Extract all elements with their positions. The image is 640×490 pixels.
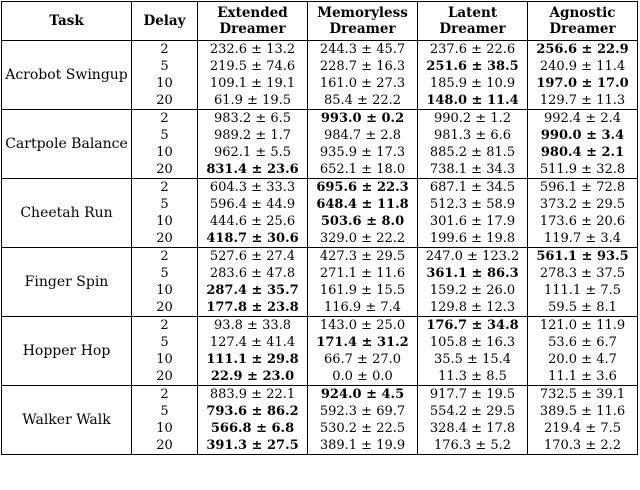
- task-name-cell: Acrobot Swingup: [2, 41, 132, 110]
- header-line: Latent: [447, 5, 498, 21]
- score-cell: 161.0 ± 27.3: [308, 75, 418, 92]
- score-cell: 129.7 ± 11.3: [528, 92, 638, 110]
- score-cell: 197.0 ± 17.0: [528, 75, 638, 92]
- score-cell: 989.2 ± 1.7: [198, 127, 308, 144]
- score-cell: 503.6 ± 8.0: [308, 213, 418, 230]
- score-cell: 511.9 ± 32.8: [528, 161, 638, 179]
- score-cell: 527.6 ± 27.4: [198, 248, 308, 266]
- score-cell: 93.8 ± 33.8: [198, 317, 308, 335]
- table-row: [2, 248, 638, 266]
- score-cell: 22.9 ± 23.0: [198, 368, 308, 386]
- score-cell: 35.5 ± 15.4: [418, 351, 528, 368]
- score-cell: 121.0 ± 11.9: [528, 317, 638, 335]
- delay-cell: 2: [132, 248, 198, 266]
- score-cell: 512.3 ± 58.9: [418, 196, 528, 213]
- score-cell: 111.1 ± 29.8: [198, 351, 308, 368]
- table-row: [2, 386, 638, 404]
- header-line: Agnostic: [549, 5, 616, 21]
- score-cell: 648.4 ± 11.8: [308, 196, 418, 213]
- score-cell: 199.6 ± 19.8: [418, 230, 528, 248]
- score-cell: 11.3 ± 8.5: [418, 368, 528, 386]
- score-cell: 232.6 ± 13.2: [198, 41, 308, 59]
- score-cell: 53.6 ± 6.7: [528, 334, 638, 351]
- delay-cell: 2: [132, 179, 198, 197]
- score-cell: 924.0 ± 4.5: [308, 386, 418, 404]
- score-cell: 554.2 ± 29.5: [418, 403, 528, 420]
- header-line: Dreamer: [329, 21, 396, 37]
- score-cell: 176.3 ± 5.2: [418, 437, 528, 455]
- score-cell: 283.6 ± 47.8: [198, 265, 308, 282]
- score-cell: 427.3 ± 29.5: [308, 248, 418, 266]
- task-name-cell: Finger Spin: [2, 248, 132, 317]
- score-cell: 185.9 ± 10.9: [418, 75, 528, 92]
- score-cell: 251.6 ± 38.5: [418, 58, 528, 75]
- header-latent-dreamer: [418, 2, 528, 41]
- score-cell: 596.4 ± 44.9: [198, 196, 308, 213]
- score-cell: 604.3 ± 33.3: [198, 179, 308, 197]
- score-cell: 271.1 ± 11.6: [308, 265, 418, 282]
- delay-cell: 5: [132, 58, 198, 75]
- score-cell: 389.1 ± 19.9: [308, 437, 418, 455]
- delay-cell: 5: [132, 265, 198, 282]
- score-cell: 301.6 ± 17.9: [418, 213, 528, 230]
- score-cell: 173.6 ± 20.6: [528, 213, 638, 230]
- score-cell: 984.7 ± 2.8: [308, 127, 418, 144]
- score-cell: 990.0 ± 3.4: [528, 127, 638, 144]
- score-cell: 373.2 ± 29.5: [528, 196, 638, 213]
- score-cell: 561.1 ± 93.5: [528, 248, 638, 266]
- score-cell: 981.3 ± 6.6: [418, 127, 528, 144]
- delay-cell: 5: [132, 127, 198, 144]
- score-cell: 885.2 ± 81.5: [418, 144, 528, 161]
- delay-cell: 10: [132, 144, 198, 161]
- score-cell: 59.5 ± 8.1: [528, 299, 638, 317]
- table-row: [2, 179, 638, 197]
- delay-cell: 2: [132, 386, 198, 404]
- delay-cell: 10: [132, 282, 198, 299]
- score-cell: 244.3 ± 45.7: [308, 41, 418, 59]
- table-row: [2, 317, 638, 335]
- score-cell: 831.4 ± 23.6: [198, 161, 308, 179]
- score-cell: 247.0 ± 123.2: [418, 248, 528, 266]
- score-cell: 177.8 ± 23.8: [198, 299, 308, 317]
- task-name-cell: Hopper Hop: [2, 317, 132, 386]
- score-cell: 652.1 ± 18.0: [308, 161, 418, 179]
- score-cell: 389.5 ± 11.6: [528, 403, 638, 420]
- score-cell: 109.1 ± 19.1: [198, 75, 308, 92]
- score-cell: 11.1 ± 3.6: [528, 368, 638, 386]
- delay-cell: 10: [132, 75, 198, 92]
- score-cell: 111.1 ± 7.5: [528, 282, 638, 299]
- score-cell: 240.9 ± 11.4: [528, 58, 638, 75]
- header-agnostic-dreamer: [528, 2, 638, 41]
- score-cell: 444.6 ± 25.6: [198, 213, 308, 230]
- score-cell: 990.2 ± 1.2: [418, 110, 528, 128]
- score-cell: 566.8 ± 6.8: [198, 420, 308, 437]
- score-cell: 219.4 ± 7.5: [528, 420, 638, 437]
- delay-cell: 2: [132, 110, 198, 128]
- score-cell: 237.6 ± 22.6: [418, 41, 528, 59]
- score-cell: 418.7 ± 30.6: [198, 230, 308, 248]
- score-cell: 980.4 ± 2.1: [528, 144, 638, 161]
- header-line: Dreamer: [549, 21, 616, 37]
- score-cell: 176.7 ± 34.8: [418, 317, 528, 335]
- score-cell: 116.9 ± 7.4: [308, 299, 418, 317]
- task-name-cell: Cheetah Run: [2, 179, 132, 248]
- delay-cell: 10: [132, 213, 198, 230]
- delay-cell: 20: [132, 92, 198, 110]
- score-cell: 278.3 ± 37.5: [528, 265, 638, 282]
- table-row: [2, 41, 638, 59]
- table-row: [2, 110, 638, 128]
- header-extended-dreamer: [198, 2, 308, 41]
- score-cell: 20.0 ± 4.7: [528, 351, 638, 368]
- score-cell: 993.0 ± 0.2: [308, 110, 418, 128]
- delay-cell: 10: [132, 351, 198, 368]
- delay-cell: 2: [132, 317, 198, 335]
- score-cell: 161.9 ± 15.5: [308, 282, 418, 299]
- score-cell: 148.0 ± 11.4: [418, 92, 528, 110]
- score-cell: 171.4 ± 31.2: [308, 334, 418, 351]
- score-cell: 695.6 ± 22.3: [308, 179, 418, 197]
- header-line: Extended: [217, 5, 288, 21]
- score-cell: 530.2 ± 22.5: [308, 420, 418, 437]
- score-cell: 328.4 ± 17.8: [418, 420, 528, 437]
- score-cell: 228.7 ± 16.3: [308, 58, 418, 75]
- table-header: [2, 2, 638, 41]
- delay-cell: 20: [132, 299, 198, 317]
- delay-cell: 20: [132, 161, 198, 179]
- score-cell: 983.2 ± 6.5: [198, 110, 308, 128]
- delay-cell: 20: [132, 230, 198, 248]
- score-cell: 127.4 ± 41.4: [198, 334, 308, 351]
- score-cell: 159.2 ± 26.0: [418, 282, 528, 299]
- score-cell: 391.3 ± 27.5: [198, 437, 308, 455]
- score-cell: 61.9 ± 19.5: [198, 92, 308, 110]
- score-cell: 935.9 ± 17.3: [308, 144, 418, 161]
- task-name-cell: Cartpole Balance: [2, 110, 132, 179]
- header-row: [2, 2, 638, 41]
- score-cell: 219.5 ± 74.6: [198, 58, 308, 75]
- score-cell: 361.1 ± 86.3: [418, 265, 528, 282]
- score-cell: 105.8 ± 16.3: [418, 334, 528, 351]
- score-cell: 592.3 ± 69.7: [308, 403, 418, 420]
- score-cell: 85.4 ± 22.2: [308, 92, 418, 110]
- header-line: Memoryless: [317, 5, 408, 21]
- task-name-cell: Walker Walk: [2, 386, 132, 455]
- delay-cell: 5: [132, 196, 198, 213]
- header-delay: Delay: [132, 2, 198, 41]
- header-memoryless-dreamer: [308, 2, 418, 41]
- delay-cell: 20: [132, 368, 198, 386]
- score-cell: 66.7 ± 27.0: [308, 351, 418, 368]
- delay-cell: 20: [132, 437, 198, 455]
- score-cell: 170.3 ± 2.2: [528, 437, 638, 455]
- table-body: [2, 41, 638, 455]
- score-cell: 962.1 ± 5.5: [198, 144, 308, 161]
- score-cell: 883.9 ± 22.1: [198, 386, 308, 404]
- header-task: Task: [2, 2, 132, 41]
- delay-cell: 5: [132, 334, 198, 351]
- score-cell: 917.7 ± 19.5: [418, 386, 528, 404]
- score-cell: 738.1 ± 34.3: [418, 161, 528, 179]
- score-cell: 119.7 ± 3.4: [528, 230, 638, 248]
- header-line: Dreamer: [439, 21, 506, 37]
- score-cell: 732.5 ± 39.1: [528, 386, 638, 404]
- score-cell: 0.0 ± 0.0: [308, 368, 418, 386]
- score-cell: 687.1 ± 34.5: [418, 179, 528, 197]
- delay-cell: 10: [132, 420, 198, 437]
- score-cell: 596.1 ± 72.8: [528, 179, 638, 197]
- score-cell: 143.0 ± 25.0: [308, 317, 418, 335]
- results-table: [1, 1, 638, 455]
- score-cell: 129.8 ± 12.3: [418, 299, 528, 317]
- delay-cell: 2: [132, 41, 198, 59]
- score-cell: 992.4 ± 2.4: [528, 110, 638, 128]
- score-cell: 793.6 ± 86.2: [198, 403, 308, 420]
- score-cell: 287.4 ± 35.7: [198, 282, 308, 299]
- header-line: Dreamer: [219, 21, 286, 37]
- score-cell: 329.0 ± 22.2: [308, 230, 418, 248]
- score-cell: 256.6 ± 22.9: [528, 41, 638, 59]
- delay-cell: 5: [132, 403, 198, 420]
